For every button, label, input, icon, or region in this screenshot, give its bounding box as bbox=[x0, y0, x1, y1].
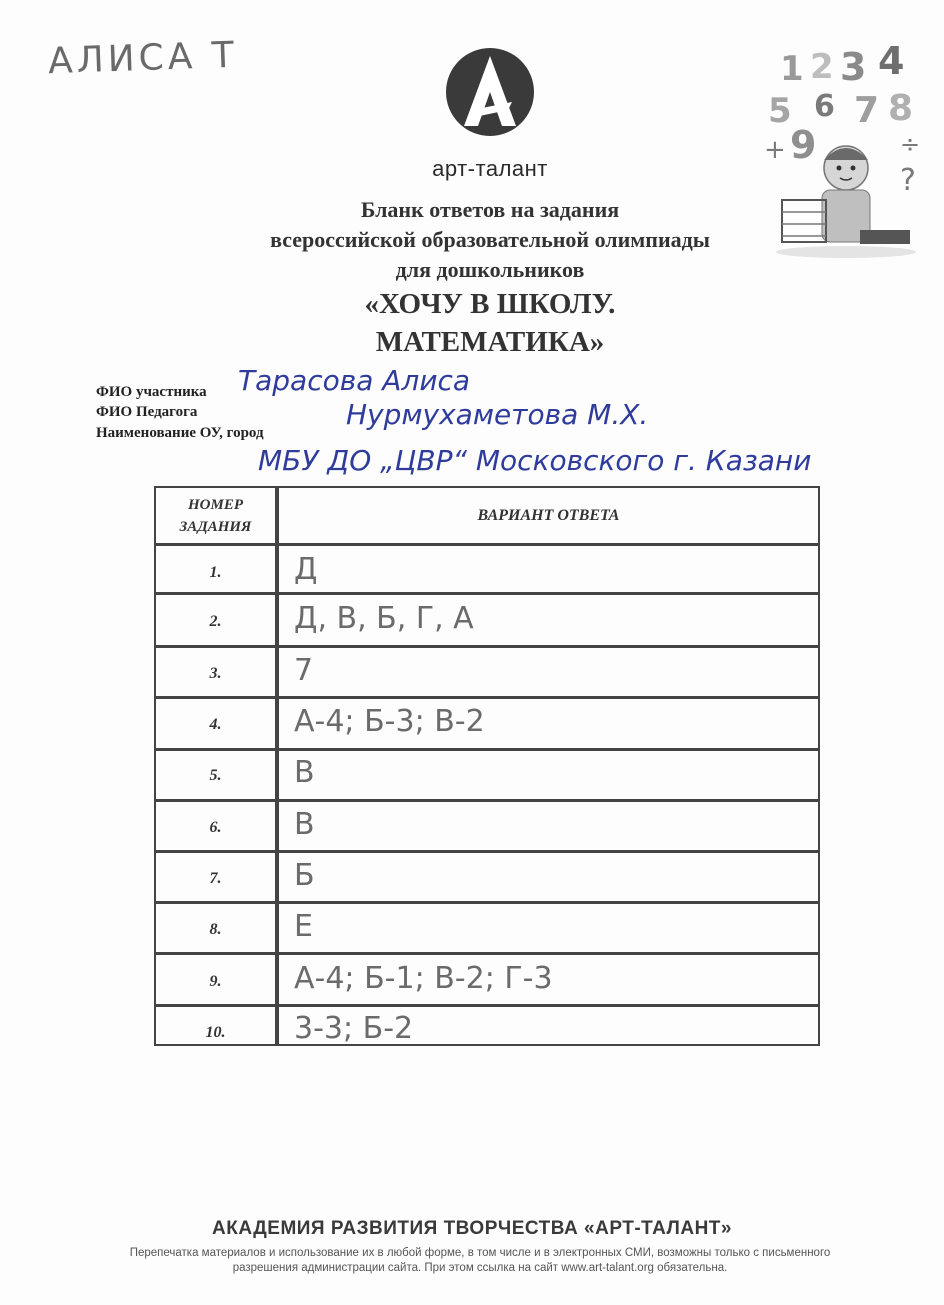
participant-name-label: ФИО участника bbox=[96, 384, 207, 400]
table-row-divider bbox=[156, 901, 818, 904]
school-name-label: Наименование ОУ, город bbox=[96, 425, 264, 441]
table-row-divider bbox=[156, 592, 818, 595]
task-number: 6. bbox=[209, 819, 222, 836]
svg-text:7: 7 bbox=[854, 90, 880, 131]
title-line-3: для дошкольников bbox=[395, 257, 585, 282]
svg-text:8: 8 bbox=[888, 88, 914, 129]
table-row-divider bbox=[156, 748, 818, 751]
footer-copyright-note: Перепечатка материалов и использование их в любой форме, в том числе и в электронных СМИ, возможны только с письменного разрешения администрации сайта. При этом ссылка на сайт www.art-talant.org обязательна. bbox=[129, 1247, 831, 1274]
title-line-5: МАТЕМАТИКА» bbox=[375, 326, 605, 358]
participant-name-value[interactable]: Тарасова Алиса bbox=[238, 364, 471, 397]
task-number: 8. bbox=[209, 921, 222, 938]
task-answer[interactable]: В bbox=[294, 807, 315, 842]
title-line-2: всероссийской образовательной олимпиады bbox=[270, 227, 710, 252]
svg-text:?: ? bbox=[900, 163, 916, 198]
task-answer[interactable]: Д bbox=[294, 552, 318, 587]
table-row-divider bbox=[156, 952, 818, 955]
task-answer[interactable]: Б bbox=[294, 858, 315, 893]
svg-text:+: + bbox=[764, 135, 786, 165]
svg-text:2: 2 bbox=[810, 47, 834, 87]
header-task-number: НОМЕР ЗАДАНИЯ bbox=[179, 497, 252, 535]
title-line-4: «ХОЧУ В ШКОЛУ. bbox=[364, 288, 616, 320]
task-answer[interactable]: А-4; Б-3; В-2 bbox=[294, 704, 485, 739]
column-divider bbox=[275, 488, 279, 1044]
task-number: 7. bbox=[209, 870, 222, 887]
svg-text:9: 9 bbox=[790, 123, 817, 167]
task-number: 3. bbox=[209, 665, 222, 682]
svg-text:÷: ÷ bbox=[900, 130, 921, 158]
logo-text: арт-талант bbox=[432, 156, 548, 181]
svg-text:3: 3 bbox=[840, 45, 867, 89]
footer-academy-title: АКАДЕМИЯ РАЗВИТИЯ ТВОРЧЕСТВА «АРТ-ТАЛАНТ» bbox=[212, 1218, 732, 1239]
school-name-value[interactable]: МБУ ДО „ЦВР“ Московского г. Казани bbox=[258, 444, 812, 477]
task-number: 5. bbox=[209, 767, 222, 784]
svg-text:1: 1 bbox=[780, 49, 804, 89]
task-answer[interactable]: Д, В, Б, Г, А bbox=[294, 601, 474, 636]
table-row-divider bbox=[156, 543, 818, 546]
task-answer[interactable]: А-4; Б-1; В-2; Г-3 bbox=[294, 961, 553, 996]
table-row-divider bbox=[156, 645, 818, 648]
title-line-1: Бланк ответов на задания bbox=[360, 197, 620, 222]
task-answer[interactable]: 7 bbox=[294, 653, 314, 688]
task-answer[interactable]: Е bbox=[294, 909, 313, 944]
task-number: 4. bbox=[209, 716, 222, 733]
svg-text:5: 5 bbox=[768, 91, 792, 131]
header-answer-variant: ВАРИАНТ ОТВЕТА bbox=[477, 507, 620, 524]
svg-text:6: 6 bbox=[814, 89, 835, 124]
answers-table bbox=[154, 486, 820, 1046]
task-number: 9. bbox=[209, 973, 222, 990]
table-row-divider bbox=[156, 799, 818, 802]
table-row-divider bbox=[156, 850, 818, 853]
table-row-divider bbox=[156, 1004, 818, 1007]
logo bbox=[420, 40, 560, 190]
task-answer[interactable]: В bbox=[294, 755, 315, 790]
task-answer[interactable]: 3-3; Б-2 bbox=[294, 1011, 414, 1046]
task-number: 10. bbox=[205, 1024, 226, 1041]
task-number: 1. bbox=[209, 564, 222, 581]
corner-handwritten-note: АЛИСА Т bbox=[47, 34, 239, 83]
art-talant-logo-icon bbox=[442, 40, 538, 150]
task-number: 2. bbox=[209, 613, 222, 630]
teacher-name-value[interactable]: Нурмухаметова М.Х. bbox=[346, 398, 649, 431]
svg-text:4: 4 bbox=[878, 40, 905, 83]
teacher-name-label: ФИО Педагога bbox=[96, 404, 198, 420]
table-row-divider bbox=[156, 696, 818, 699]
